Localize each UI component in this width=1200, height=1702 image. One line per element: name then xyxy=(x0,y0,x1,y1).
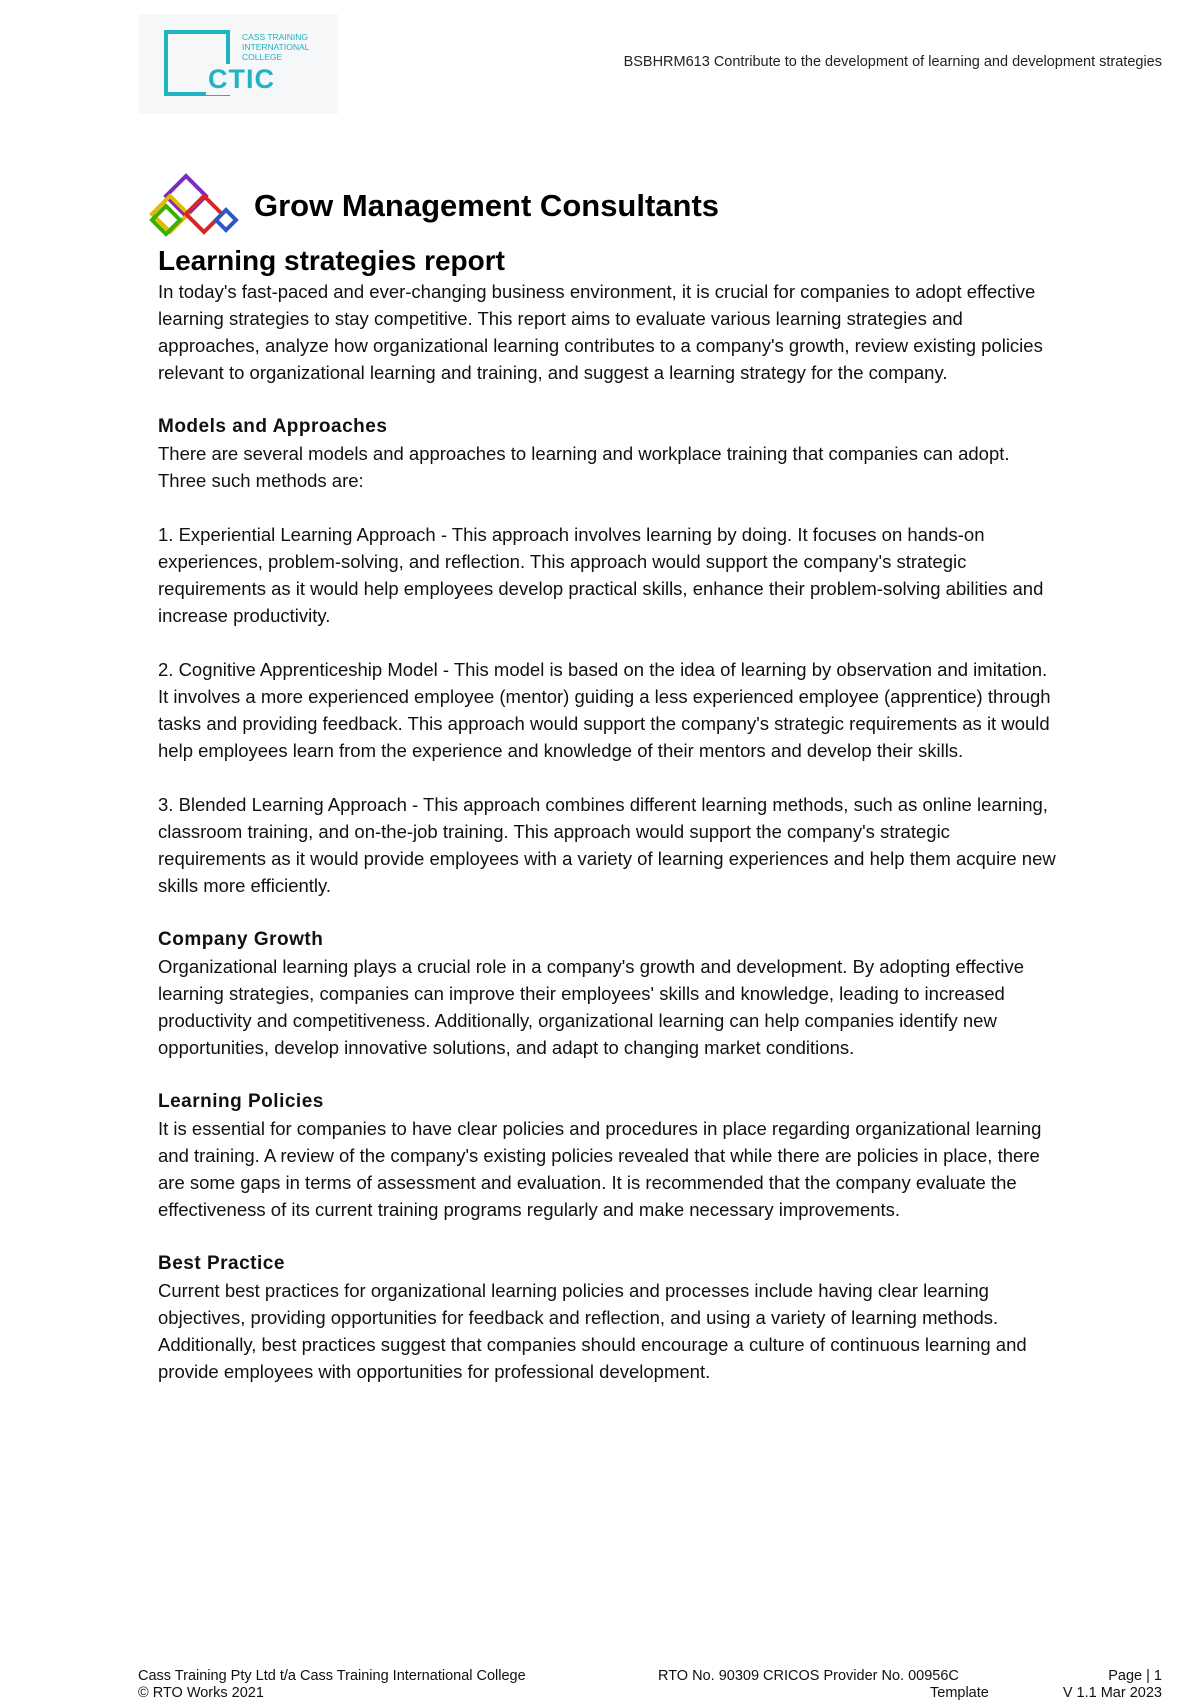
footer-template: Template xyxy=(930,1685,989,1701)
section-heading-policies: Learning Policies xyxy=(158,1091,324,1112)
header-unit-title: BSBHRM613 Contribute to the development of learning and development strategies xyxy=(623,54,1162,70)
ctic-logo-mark: CTIC xyxy=(208,64,275,94)
company-name: Grow Management Consultants xyxy=(254,188,720,223)
footer-copyright: © RTO Works 2021 xyxy=(138,1685,264,1701)
footer-rto: RTO No. 90309 CRICOS Provider No. 00956C xyxy=(658,1668,959,1684)
models-intro: There are several models and approaches to learning and workplace training that companies can adopt. Three such methods are: xyxy=(158,443,1010,491)
section-heading-best-practice: Best Practice xyxy=(158,1253,285,1274)
model-item-blended: 3. Blended Learning Approach - This approach combines different learning methods, such as online learning, classroom training, and on-the-job training. This approach would support the company's strategic requirements as it would provide employees with a variety of learning experiences and help them acquire new skills more efficiently. xyxy=(158,794,1056,896)
report-intro: In today's fast-paced and ever-changing business environment, it is crucial for companies to adopt effective learning strategies to stay competitive. This report aims to evaluate various learning strategies and approaches, analyze how organizational learning contributes to a company's growth, review existing policies relevant to organizational learning and training, and suggest a learning strategy for the company. xyxy=(158,281,1043,383)
growth-text: Organizational learning plays a crucial role in a company's growth and development. By adopting effective learning strategies, companies can improve their employees' skills and knowledge, leading to increased productivity and competitiveness. Additionally, organizational learning can help companies identify new opportunities, develop innovative solutions, and adapt to changing market conditions. xyxy=(158,956,1024,1058)
footer-version: V 1.1 Mar 2023 xyxy=(1062,1685,1162,1701)
model-item-cognitive-apprenticeship: 2. Cognitive Apprenticeship Model - This model is based on the idea of learning by observation and imitation. It involves a more experienced employee (mentor) guiding a less experienced employee (apprentice) through tasks and providing feedback. This approach would support the company's strategic requirements as it would help employees learn from the experience and knowledge of their mentors and develop their skills. xyxy=(158,659,1051,761)
section-heading-growth: Company Growth xyxy=(158,929,324,950)
ctic-logo xyxy=(138,14,338,114)
report-body xyxy=(158,244,1058,1385)
ctic-logo-name: CASS TRAINING INTERNATIONAL COLLEGE xyxy=(242,32,310,62)
section-heading-models: Models and Approaches xyxy=(158,416,388,437)
company-diamonds-logo xyxy=(146,170,246,246)
best-practice-text: Current best practices for organizational learning policies and processes include having clear learning objectives, providing opportunities for feedback and reflection, and using a variety of learning methods. Additionally, best practices suggest that companies should encourage a culture of continuous learning and provide employees with opportunities for professional development. xyxy=(158,1280,1027,1382)
model-item-experiential: 1. Experiential Learning Approach - This approach involves learning by doing. It focuses on hands-on experiences, problem-solving, and reflection. This approach would support the company's strategic requirements as it would help employees develop practical skills, enhance their problem-solving abilities and increase productivity. xyxy=(158,524,1044,626)
policies-text: It is essential for companies to have clear policies and procedures in place regarding organizational learning and training. A review of the company's existing policies revealed that while there are policies in place, there are some gaps in terms of assessment and evaluation. It is recommended that the company evaluate the effectiveness of its current training programs regularly and make necessary improvements. xyxy=(158,1118,1042,1220)
footer-org: Cass Training Pty Ltd t/a Cass Training International College xyxy=(138,1668,526,1684)
report-title: Learning strategies report xyxy=(158,245,505,276)
footer-page-number: Page | 1 xyxy=(1108,1668,1162,1684)
page-footer xyxy=(138,1668,1162,1701)
